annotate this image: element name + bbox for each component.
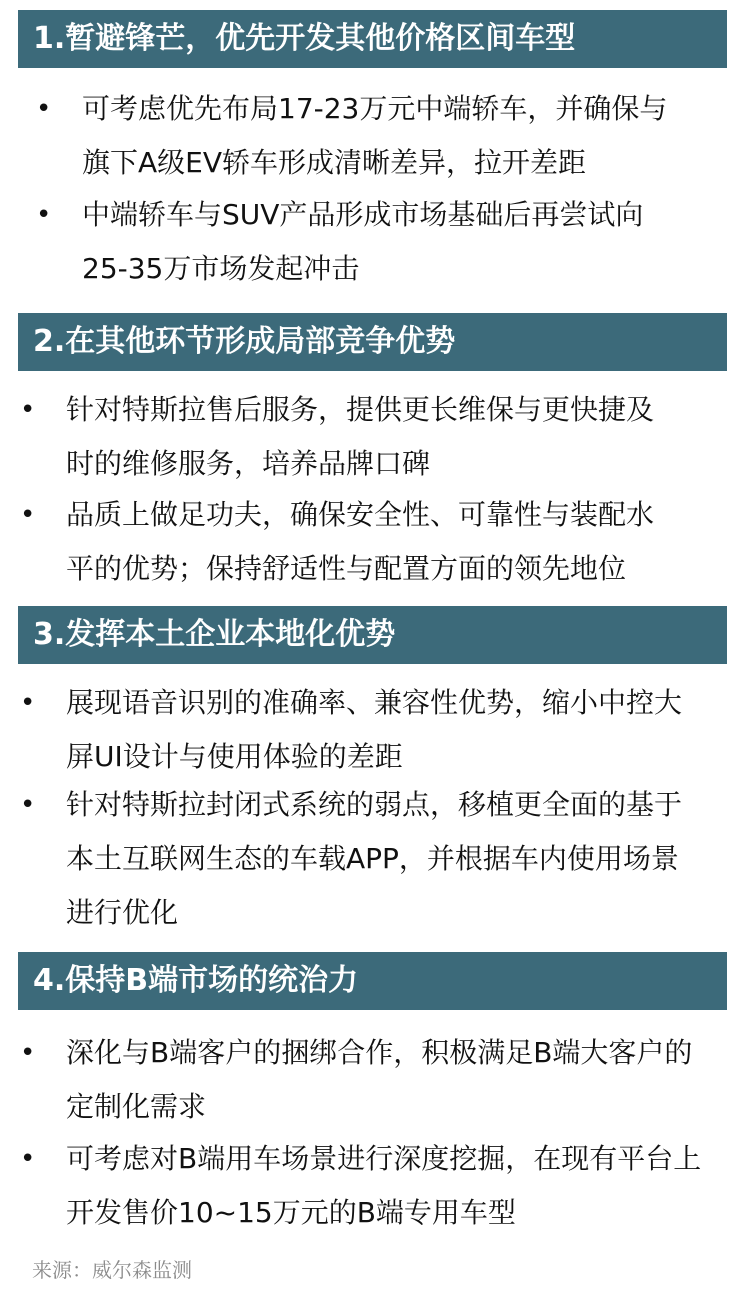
bullet-dot: •	[20, 790, 36, 820]
bullet-dot: •	[36, 200, 52, 230]
bullet-text: 深化与B端客户的捆绑合作，积极满足B端大客户的 定制化需求	[66, 1036, 693, 1123]
bullet-text: 针对特斯拉售后服务，提供更长维保与更快捷及 时的维修服务，培养品牌口碑	[66, 393, 655, 480]
bullet-text: 针对特斯拉封闭式系统的弱点，移植更全面的基于 本土互联网生态的车载APP，并根据车内使用场景 进行优化	[66, 788, 683, 929]
section-3-header: 3.发挥本土企业本地化优势	[18, 606, 727, 664]
bullet-dot: •	[36, 94, 52, 124]
bullet-dot: •	[20, 395, 36, 425]
bullet-text: 展现语音识别的准确率、兼容性优势，缩小中控大 屏UI设计与使用体验的差距	[66, 686, 683, 773]
section-1-header: 1.暂避锋芒，优先开发其他价格区间车型	[18, 10, 727, 68]
section-4-header: 4.保持B端市场的统治力	[18, 952, 727, 1010]
bullet-dot: •	[20, 1144, 36, 1174]
bullet-text: 中端轿车与SUV产品形成市场基础后再尝试向 25-35万市场发起冲击	[82, 198, 644, 285]
bullet-text: 品质上做足功夫，确保安全性、可靠性与装配水 平的优势；保持舒适性与配置方面的领先地位	[66, 498, 655, 585]
bullet-text: 可考虑优先布局17-23万元中端轿车，并确保与 旗下A级EV轿车形成清晰差异，拉开差距	[82, 92, 668, 179]
bullet-text: 可考虑对B端用车场景进行深度挖掘，在现有平台上 开发售价10~15万元的B端专用车型	[66, 1142, 702, 1229]
bullet-dot: •	[20, 500, 36, 530]
bullet-dot: •	[20, 1038, 36, 1068]
bullet-dot: •	[20, 688, 36, 718]
section-2-header: 2.在其他环节形成局部竞争优势	[18, 313, 727, 371]
source-note: 来源：威尔森监测	[32, 1258, 192, 1282]
